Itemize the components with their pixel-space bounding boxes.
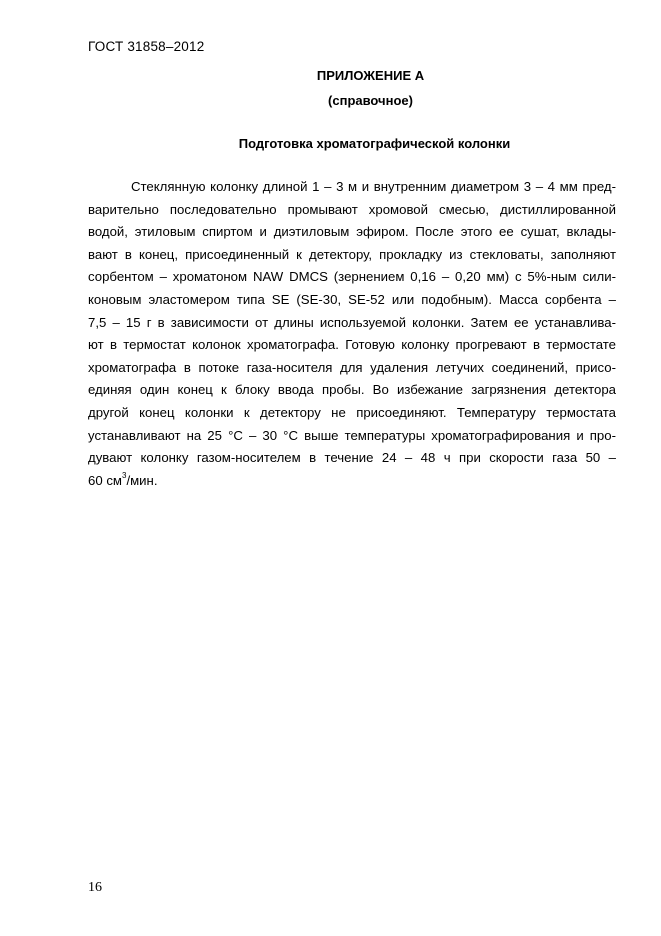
section-title: Подготовка хроматографической колонки bbox=[238, 136, 511, 151]
paragraph-line: единяя один конец к блоку ввода пробы. Во избежание загрязнения детектора bbox=[88, 382, 616, 398]
paragraph-line: вают в конец, присоединенный к детектору, прокладку из стекловаты, заполняют bbox=[88, 246, 616, 262]
document-standard-number: ГОСТ 31858–2012 bbox=[88, 39, 205, 54]
paragraph-line: варительно последовательно промывают хромовой смесью, дистиллированной bbox=[88, 201, 616, 217]
paragraph-line: ют в термостат колонок хроматографа. Готовую колонку прогревают в термостате bbox=[88, 337, 616, 353]
paragraph-line: сорбентом – хроматоном NAW DMCS (зернением 0,16 – 0,20 мм) с 5%-ным сили- bbox=[88, 269, 616, 285]
paragraph-line: водой, этиловым спиртом и диэтиловым эфиром. После этого ее сушат, вклады- bbox=[88, 224, 616, 240]
paragraph-line: хроматографа в потоке газа-носителя для удаления летучих соединений, присо- bbox=[88, 359, 616, 375]
paragraph-line: дувают колонку газом-носителем в течение 24 – 48 ч при скорости газа 50 – bbox=[88, 450, 616, 466]
body-paragraph bbox=[88, 176, 616, 492]
paragraph-line: устанавливают на 25 °С – 30 °С выше температуры хроматографирования и про- bbox=[88, 427, 616, 443]
page-number: 16 bbox=[88, 880, 102, 895]
paragraph-line: Стеклянную колонку длиной 1 – 3 м и внутренним диаметром 3 – 4 мм пред- bbox=[131, 179, 616, 194]
flow-rate-suffix: /мин. bbox=[126, 472, 158, 488]
flow-rate-prefix: 60 см bbox=[88, 472, 122, 488]
cubic-superscript: 3 bbox=[122, 471, 127, 481]
appendix-status-note: (справочное) bbox=[328, 93, 413, 108]
paragraph-line: 7,5 – 15 г в зависимости от длины используемой колонки. Затем ее устанавлива- bbox=[88, 314, 616, 330]
paragraph-line: коновым эластомером типа SE (SE-30, SE-52 или подобным). Масса сорбента – bbox=[88, 291, 616, 307]
paragraph-last-line bbox=[88, 470, 616, 493]
paragraph-line: другой конец колонки к детектору не присоединяют. Температуру термостата bbox=[88, 404, 616, 420]
appendix-title: ПРИЛОЖЕНИЕ А bbox=[316, 68, 425, 83]
